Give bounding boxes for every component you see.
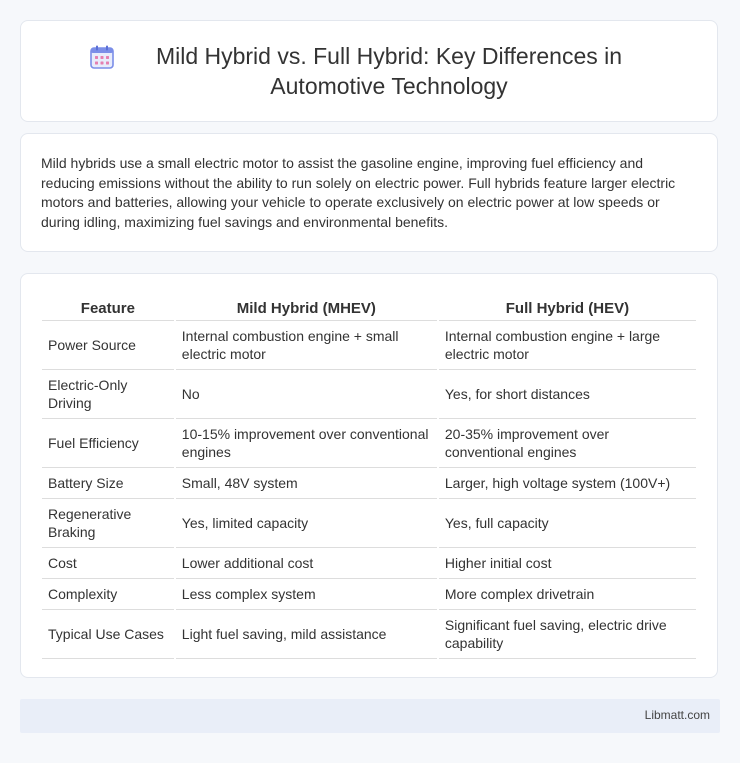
table-row (42, 610, 696, 659)
full-cell: Internal combustion engine + large electric motor (439, 321, 696, 370)
feature-cell: Regenerative Braking (42, 499, 174, 548)
mild-cell: Yes, limited capacity (176, 499, 437, 548)
mild-cell: Internal combustion engine + small electric motor (176, 321, 437, 370)
full-cell: Larger, high voltage system (100V+) (439, 468, 696, 499)
table-row (42, 579, 696, 610)
table-row (42, 499, 696, 548)
full-cell: Higher initial cost (439, 548, 696, 579)
feature-cell: Power Source (42, 321, 174, 370)
mild-cell: Lower additional cost (176, 548, 437, 579)
feature-cell: Battery Size (42, 468, 174, 499)
comparison-table (40, 296, 698, 659)
calendar-icon (89, 44, 115, 70)
feature-cell: Fuel Efficiency (42, 419, 174, 468)
full-cell: More complex drivetrain (439, 579, 696, 610)
feature-cell: Complexity (42, 579, 174, 610)
mild-cell: No (176, 370, 437, 419)
title-card (20, 20, 718, 122)
mild-cell: 10-15% improvement over conventional engines (176, 419, 437, 468)
full-cell: Yes, full capacity (439, 499, 696, 548)
feature-cell: Cost (42, 548, 174, 579)
feature-cell: Electric-Only Driving (42, 370, 174, 419)
comparison-card (20, 273, 718, 678)
title-wrap (89, 41, 649, 101)
header-feature: Feature (42, 296, 174, 321)
footer (20, 699, 720, 733)
table-row (42, 548, 696, 579)
mild-cell: Less complex system (176, 579, 437, 610)
intro-paragraph: Mild hybrids use a small electric motor to assist the gasoline engine, improving fuel efficiency and reducing emissions without the ability to run solely on electric power. Full hybrids feature larger electric motors and batteries, allowing your vehicle to operate exclusively on electric power at low speeds or during idling, maximizing fuel savings and environmental benefits. (41, 155, 676, 230)
table-row (42, 468, 696, 499)
mild-cell: Small, 48V system (176, 468, 437, 499)
feature-cell: Typical Use Cases (42, 610, 174, 659)
table-header-row (42, 296, 696, 321)
header-full-hybrid: Full Hybrid (HEV) (439, 296, 696, 321)
full-cell: 20-35% improvement over conventional engines (439, 419, 696, 468)
mild-cell: Light fuel saving, mild assistance (176, 610, 437, 659)
footer-site-link[interactable]: Libmatt.com (644, 708, 710, 722)
header-mild-hybrid: Mild Hybrid (MHEV) (176, 296, 437, 321)
full-cell: Significant fuel saving, electric drive capability (439, 610, 696, 659)
table-row (42, 321, 696, 370)
full-cell: Yes, for short distances (439, 370, 696, 419)
table-row (42, 419, 696, 468)
intro-card (20, 133, 718, 252)
table-row (42, 370, 696, 419)
page-title: Mild Hybrid vs. Full Hybrid: Key Differences in Automotive Technology (155, 43, 623, 99)
